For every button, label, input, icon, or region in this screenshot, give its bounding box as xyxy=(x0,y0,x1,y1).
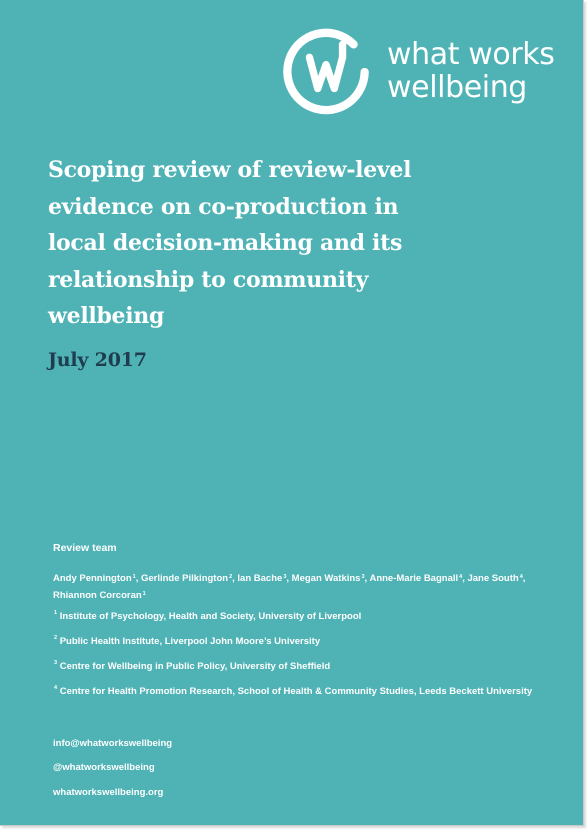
author-name: Megan Watkins xyxy=(291,573,361,584)
affiliation-marker: 1 xyxy=(132,574,136,580)
affiliation-text: Centre for Wellbeing in Public Policy, University of Sheffield xyxy=(59,661,331,672)
author-list xyxy=(53,570,525,604)
title-line: Scoping review of review-level xyxy=(48,157,412,183)
affiliation-number: 2 xyxy=(54,635,58,641)
wellbeing-w-logo-icon xyxy=(280,26,372,118)
publication-date: July 2017 xyxy=(48,349,147,371)
author-line-1: Andy Pennington$^1$, Gerlinde Pilkington$^2$, Ian Bache$^3$, Megan Watkins$^3$, Anne-Marie Bagnall$^4$, Jane South$^4$, xyxy=(53,573,526,584)
author-line-2 xyxy=(53,587,525,604)
affiliation-2 xyxy=(53,636,320,647)
affiliation-number: 4 xyxy=(54,685,58,691)
title-line: relationship to community xyxy=(48,266,369,293)
affiliation-marker: 4 xyxy=(459,574,463,580)
affiliation-1 xyxy=(53,611,361,622)
author-name: Ian Bache xyxy=(237,573,283,584)
title-line: evidence on co-production in xyxy=(48,193,399,220)
author-name: Andy Pennington xyxy=(53,573,132,584)
twitter-handle: @whatworkswellbeing xyxy=(53,762,155,773)
website-url: whatworkswellbeing.org xyxy=(53,787,164,798)
author-name: Anne-Marie Bagnall xyxy=(369,573,459,584)
affiliation-text: Institute of Psychology, Health and Society, University of Liverpool xyxy=(59,611,362,622)
affiliation-marker: 4 xyxy=(519,574,523,580)
author-name: Gerlinde Pilkington xyxy=(140,573,229,584)
contact-email: info@whatworkswellbeing xyxy=(53,738,173,749)
brand-line-2: wellbeing xyxy=(387,70,527,105)
affiliation-marker: 1 xyxy=(142,591,146,597)
review-team-heading: Review team xyxy=(53,542,117,554)
affiliation-marker: 3 xyxy=(283,574,287,580)
affiliation-text: Centre for Health Promotion Research, School of Health & Community Studies, Leeds Beckett University xyxy=(59,686,533,697)
affiliation-number: 3 xyxy=(54,660,58,666)
brand-line-1: what works xyxy=(387,37,555,72)
affiliation-marker: 2 xyxy=(229,574,233,580)
affiliation-number: 1 xyxy=(54,610,58,616)
author-name: Rhiannon Corcoran xyxy=(53,590,142,601)
author-name: Jane South xyxy=(467,573,519,584)
brand-wordmark xyxy=(387,38,554,104)
affiliation-text: Public Health Institute, Liverpool John Moore’s University xyxy=(59,636,321,647)
affiliation-4 xyxy=(53,686,532,697)
affiliation-marker: 3 xyxy=(361,574,365,580)
title-line: wellbeing xyxy=(48,303,165,329)
title-line: local decision-making and its xyxy=(48,230,403,256)
report-title xyxy=(48,152,448,335)
affiliation-3 xyxy=(53,661,330,672)
